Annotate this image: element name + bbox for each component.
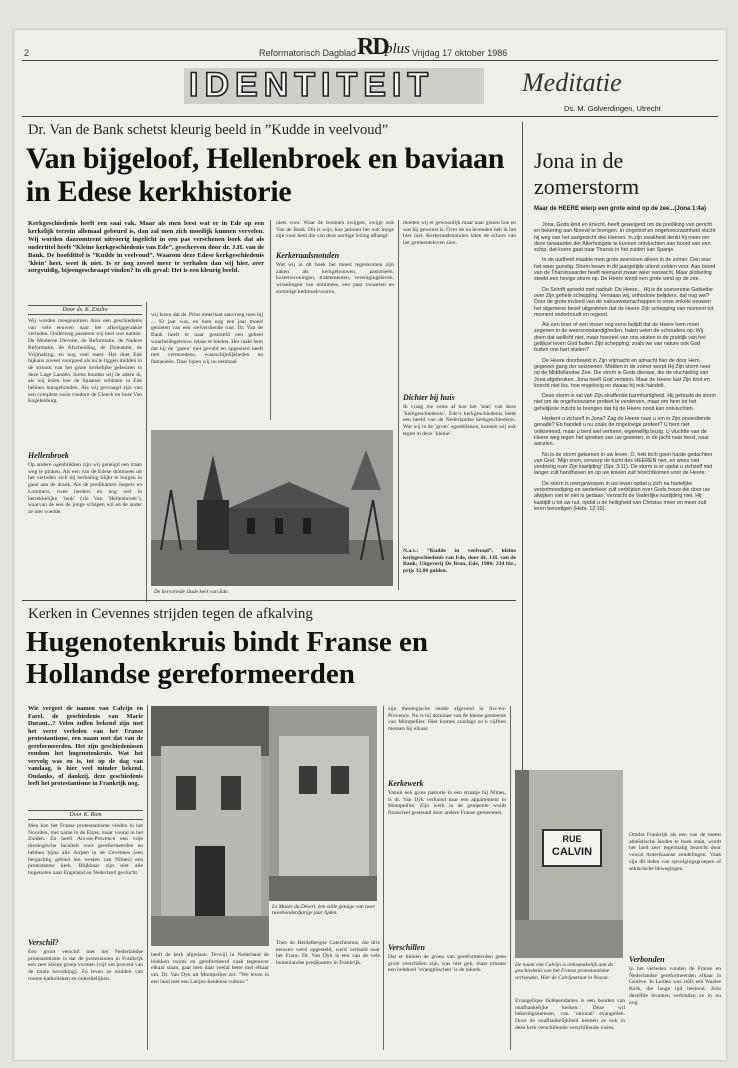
article2-col5: Omdat Frankrijk als een van de meest atheïstische landen te boek staat, wordt het land zeer regelmatig bezocht door vooral Amerikaanse zendelingen. Vaak zijn dit leden van opvolgingsgroepen of sektarische bewegingen. Verbonden In het verleden vonden de Franse en Nederlandse gereformeerden elkaar in Genève. In Leiden was zelfs een Waalse Kerk, die lange tijd bestond. Juist dezelfde bronnen verbinden ze in nu nog.: [629, 832, 721, 1006]
musee-photo-right: [269, 706, 377, 901]
article2-kicker: Kerken in Cevennes strijden tegen de afkalving: [28, 606, 313, 622]
page-number: 2: [24, 48, 30, 58]
article1-subhead-hellenbroek: Hellenbroek: [28, 451, 69, 460]
article1-col2-text: wij lezen dat ds. Prins emeritaat aanvroeg toen hij ... 92 jaar was, en toen nog een jaar moest genieten van een welverdiende rust. Dr. Van de Bank heeft er naar gestreefd een geheel waarheidsgetrouw relaas te bieden. Het raakt hem dat hij de ’gaten’ niet gevuld en opgesierd heeft met vermoedens, waarschijnlijkheden en fantasieën. Daar lopen wij nu eenmaal: [151, 312, 263, 365]
article1-col3: niets voor. Waar de bronnen zwijgen, zwijgt ook Van de Bank. Dit is wijs; hoe jammer het ook moge zijn voor hem die van deze aardige lezing afhangt. Kerkeraadsnotulen Wat wij in dit boek het meest tegenkomen zijn zaken als kerkgebouwen, pastorieën, kosterswoningen, traktementen, verenigingsleven, wisselingen van dominees, een paar zwaarten en sommige kerkboekvooren.: [276, 220, 394, 295]
column-title: Jona in de zomerstorm: [534, 148, 640, 199]
article2-col3: zijn theologische studie afgerond in Aix-en-Provence. Nu is hij dominee van de kleine gemeente van Montpellier. Hier komen zondags zo’n vijftien mensen bij elkaar. Kerkewerk Vanuit een grote pastorie in een straatje bij Nîmes, is dr. Van Dyk verhuisd naar een appartement in Montpellier. Zijn werk in de gemeente wordt financieel gesteund door andere Franse gemeenten. Verschillen Dat er binnen de groep van gereformeerden geen grote verschillen zijn, was niet gek, maar ernaast een heleboel ’evangelischen’ is de inkerk.: [388, 706, 506, 974]
article2-subhead-verschillen: Verschillen: [388, 943, 425, 952]
sign-line2: CALVIN: [551, 846, 593, 858]
article1-col1-text: Wij worden meegenomen door een geschiedenis van vele eeuwen naar het afkeriggeraakte verleden. Onderweg passeren wij heel wat namen. De Moderne Devotie, de Reformatie, de Nadere Reformatie, de Afscheiding, de Doleantie, de Vrijmaking, en nog veel meer. Het doet Ede bijkans zoveel voorgoed als nu te liggen midden in de stroom van het grote kerkelijke gebeuren in deze Lage Landen. Soms houden wij de adem in, als wij lezen hoe de Spaanse soldaten in Ede hebben huisgehouden. Als wij gevraagd zijn van een complete ruzie rondom de Cleeck en boer Van Engelenburg.: [28, 318, 142, 405]
section-banner: IDENTITEIT: [189, 66, 435, 104]
book-info: N.a.v.: ”Kudde in veelvoud”, kleine kerkgeschiedenis van Ede, door dr. J.H. van de Bank; Uitgeverij De Bron, Ede, 1986; 234 blz., prijs 32,80 gulden.: [403, 548, 516, 575]
article1-lead: Kerkgeschiedenis heeft een saai vak. Maar als men leest wat er in Ede op een kerkelijk terrein allemaal gebeurd is, dan zal men zich moeilijk kunnen vervelen. Wij worden daaromtrent uitvoerig ingelicht in een pas verschenen boek dat als ondertitel heeft ”Kleine kerkgeschiedenis van Ede”, geschreven door dr. J.H. van de Bank. De hoofdtitel is ”Kudde in veelvoud”. Waarom deze Edese kerkgeschiedenis ’klein’ heet, weet ik niet. Is er nog zoveel meer te verhalen dan wij hier, zeer zorgvuldig, bijeengeschraapt vinden? In elk geval: Het is een kleurig beeld.: [28, 220, 264, 275]
article1-col1: [28, 302, 142, 600]
meditatie-title: Meditatie: [522, 68, 622, 97]
column-intro: Maar de HEERE wierp een grote wind op de zee...(Jona 1:4a): [534, 206, 707, 212]
article2-subhead-kerkewerk: Kerkewerk: [388, 779, 424, 788]
musee-photo-caption: Le Musée du Désert, een stille getuige van twee tweehonderdjarige jaar lijden.: [272, 904, 375, 917]
newspaper-page: 2 Reformatorisch Dagblad RD plus Vrijdag 17 oktober 1986 IDENTITEIT Meditatie Ds. M. Golverdingen, Utrecht Dr. Van de Bank schetst kleurig beeld in ”Kudde in veelvoud” Van bijgeloof, Hellenbroek en baviaan in Edese kerkhistorie Kerkgeschiedenis heeft een saai vak. Maar als men leest wat er in Ede op een kerkelijk terrein allemaal gebeurd is, dan zal men zich moeilijk kunnen vervelen. Wij worden daaromtrent uitvoerig ingelicht in een pas verschenen boek dat als ondertitel heeft ”Kleine kerkgeschiedenis van Ede”, geschreven door dr. J.H. van de Bank. De hoofdtitel is ”Kudde in veelvoud”. Waarom deze Edese kerkgeschiedenis ’klein’ heet, weet ik niet. Is er nog zoveel meer te verhalen dan wij hier, zeer zorgvuldig, bijeengeschraapt vinden? In elk geval: Het is een kleurig beeld. Door ds. K. Exalto Wij worden meegenomen door een geschiedenis van vele eeuwen naar het afkeriggeraakte verleden. Onderweg passeren wij heel wat namen. De Moderne Devotie, de Reformatie, de Nadere Reformatie, de Afscheiding, de Doleantie, de Vrijmaking, en nog veel meer. Het doet Ede bijkans zoveel voorgoed als nu te liggen midden in de stroom van het grote kerkelijke gebeuren in deze Lage Landen. Soms houden wij de adem in, als wij lezen hoe de Spaanse soldaten in Ede hebben huisgehouden. Als wij gevraagd zijn van een complete ruzie rondom de Cleeck en boer Van Engelenburg. Hellenbroek Op andere ogenblikken zijn wij geneigd een traan weg te pinken. Als een van de Edese dominees uit het verleden zich bij herhaling blijkt te buigen in gaan aan de drank. Als de predikanten Jaspers en Lommers, twee herders en nog wel in betrekkelijke ’lenk’ (zie Van ’Hellenbroek’), waarvan de een de jonge schapen wil en de ander ze niet voedde. wij lezen dat ds. Prins emeritaat aanvroeg toen hij ... 92 jaar was, en toen nog een jaar moest genieten van een welverdiende rust. Dr. Van de Bank heeft er naar gestreefd een geheel waarheidsgetrouw relaas te bieden. Het raakt hem dat hij de ’gaten’ niet gevuld en opgesierd heeft met vermoedens, waarschijnlijkheden en fantasieën. Daar lopen wij nu eenmaal De hervormde Oude kerk van Ede. niets voor. Waar de bronnen zwijgen, zwijgt ook Van de Bank. Dit is wijs; hoe jammer het ook moge zijn voor hem die van deze aardige lezing afhangt. Kerkeraadsnotulen Wat wij in dit boek het meest tegenkomen zijn zaken als kerkgebouwen, pastorieën, kosterswoningen, traktementen, verenigingsleven, wisselingen van dominees, een paar zwaarten en sommige kerkboekvooren. moeten wij er gewoonlijk maar naar gissen hoe en wat hij gewenst is. Over de na levenden heb ik het hier niet. Kerkeraadsnotulen laten de schors van het gemeenteleven zien. Dichter bij huis Ik vraag me soms af hoe het ’mat’ van deze ’kerkgeschiedenis’. Ede’s kerkgeschiedenis biedt een beeld van de Nederlandse kerkgeschiedenis. Wat wij in de ’grote’ ogenblikken, kunnen wij ook tegen in deze ’kleine’. N.a.v.: ”Kudde in veelvoud”, kleine kerkgeschiedenis van Ede, door dr. J.H. van de Bank; Uitgeverij De Bron, Ede, 1986; 234 blz., prijs 32,80 gulden. Jona in de zomerstorm Maar de HEERE wierp een grote wind op de zee...(Jona 1:4a) Jona, Gods kind en knecht, heeft geweigerd om de prediking van gericht en bekering aan Ninevé te brengen. In ongeloof en ongehoorzaamheid vlucht hij weg van het aangezicht des Heeren. In zijn zwakheid denkt hij meer om deze bewaarder der Allerhoogste te kunnen ontvluchten aan boord van een schip, dat koers gaat naar Tharsis in het zuiden van Spanje. In de oudheid maakte men grote zeereisen alleen in de zomer. Dan was het weer gunstig. Storm kwam in dit jaargetijde uiterst zelden voor. Aan boord van de Tharsisvaarder heeft niemand zwaar weer verwacht. Maar plotseling steekt een hevige storm op. De Heere werpt een grote wind op de zee. De Schrift spreekt met nadruk: De Heere... Hij is de soevereine Gebieder over Zijn gehele schepping. Verstaan wij, orthodoxe belijders, dat nog wel? Door de grote invloed van de natuurwetenschappen is onze enkele eeuwen het algemene besef uitgesleten dat de Heere Zijn schepping van moment tot moment onderhoudt en regeert. Als een boer of een visser nog eens belijdt dat de Heere hem moet zegenen in de weersomstandigheden, halen velen de schouders op. Wij doen dat wellicht niet, maar hoeveel van ons stuiten in de praktijk van het gelijkse leven God buiten Zijn schepping, zoals we van nature ook God buiten ons hart sluiten? De Heere doorbreekt in Zijn vrijmacht en almacht hier de door Hem gegeven gang der seizoenen. Midden in de zomer werpt Hij Zijn storm neer op de Middellandse Zee. Die storm is Gods dienaar, die de vluchteling van Jona afgebroken. Jona heeft God verlaten. Maar de Heere laat Zijn kind en knecht niet los, hoe ongelovig en dwaas hij ook handelt. Deze storm is val van Zijn straffende barmhartigheid. Hij gebruikt de storm niet om de ongehoorzame profeet te verderven, maar om hem tot het gehelijkste inzicht te brengen dat hij de Heere nooit kan ontvluchten. Herkent u zichzelf in Jona? Zag de Heere naar u om in Zijn onverdiende genade? En handelt u nu zoals de ongelovige profeet? U bent niet ontkomend, maar u bent wel verloren, eigenwillig bezig. U vluchtte van de Heere weg tegen het spreken van uw geweten, in de jacht naar feest, naar aanzien. Nu is de storm gekomen in uw leven. O, heb toch geen harde gedachten van God. ’Mijn zoon, verwerp de tucht des HEEREN niet, en wees niet verdrietig over Zijn kastijding’ (Spr. 3:11). De storm is er opdat u zichzelf niet langer zult handhaven en op uw knieën zult terechtkomen voor de Heere. De storm is neergeworpen in uw leven opdat u zich na hartelijke verootmoediging en wederkeer zult verblijden over Gods trouw die door uw afwijken niet te niet is gedaan. Verzacht de Vaderlijke kastijding niet. Hij kastijdt u tot uw nut, opdat u de heiligheid van Christus meer en meer zult leren benodigen (Hebr. 12:10). Kerken in Cevennes strijden tegen de afkalving Hugenotenkruis bindt Franse en Hollandse gereformeerden Wie vergeet de namen van Calvijn en Farel, de geschiedenis van Marie Durant...? Velen zullen bekend zijn met het verre verleden van het Franse protestantisme, een naam met dat van de gereformeerden. Het zijn geschiedenissen rondom het hugenotenkruis. Wat het vervolg was en is, tot op de dag van vandaag, is hier veel minder bekend. Ondanks, of dankzij, deze geschiedenis leeft het protestantisme in Frankrijk nog. Door K. Rom Men kan het Franse protestantisme vinden in het Noorden, met name in de Elzas, maar vooral in het Zuiden. Zo heeft Aix-en-Provence een vrije theologische faculteit voor gereformeerden en hebben bijna alle dorpen in de Cevennes (een bergachtig gebied ten westen van Nîmes) een protestantse kerk. Blijkbaar zijn niet alle hugenoten naar Engeland en Nederland gevlucht. Verschil? Een groot verschil met het Nederlandse protestantisme is dat de protestanten in Frankrijk een zeer kleine groep vormen (vijf om procent van de totale bevolking). Zo leven ze midden van rooms-katholieken en onkerkelijken. Le Musée du Désert, een stille getuige van twee tweehonderdjarige jaar lijden. heeft de kerk afgedaan. Terwijl in Nederland de blokken rooms en gereformeerd vaak tegenover elkaar staan, gaat men daar veelal beter met elkaar om. Dr. Van Dyk uit Montpellier zei: ”We leven in een land met een Latijns-heidense cultuur.” Toen de Heidelbergse Catechismus, die drie eeuwen werd opgesteld, werd vertaald naar het Frans. Dr. Van Dyk is een van de vele buitenlandse predikanten in Frankrijk. zijn theologische studie afgerond in Aix-en-Provence. Nu is hij dominee van de kleine gemeente van Montpellier. Hier komen zondags zo’n vijftien mensen bij elkaar. Kerkewerk Vanuit een grote pastorie in een straatje bij Nîmes, is dr. Van Dyk verhuisd naar een appartement in Montpellier. Zijn werk in de gemeente wordt financieel gesteund door andere Franse gemeenten. Verschillen Dat er binnen de groep van gereformeerden geen grote verschillen zijn, was niet gek, maar ernaast een heleboel ’evangelischen’ is de inkerk. RUE CALVIN De naam van Calvijn is onlosmakelijk aan de geschiedenis van het Franse protestantisme verbonden. Hier de Calvijnstraat in Noyon. Evangelique Indépendantes is een bonden van onafhankelijke kerken. Deze wil bekeringsmensen, van ’rational’ evangeliën. Door de onafhankelijkheid kennen ze ook in deze kerk verschillende verschillende visies. Omdat Frankrijk als een van de meest atheïstische landen te boek staat, wordt het land zeer regelmatig bezocht door vooral Amerikaanse zendelingen. Vaak zijn dit leden van opvolgingsgroepen of sektarische bewegingen. Verbonden In het verleden vonden de Franse en Nederlandse gereformeerden elkaar in Genève. In Leiden was zelfs een Waalse Kerk, die lange tijd bestond. Juist dezelfde bronnen verbinden ze in nu nog.: [14, 30, 726, 1060]
rue-calvin-photo: [515, 770, 623, 958]
article1-byline: Door ds. K. Exalto: [28, 305, 142, 315]
article1-subhead-notulen: Kerkeraadsnotulen: [276, 251, 340, 260]
article1-subhead-huis: Dichter bij huis: [403, 393, 455, 402]
header-rule: [22, 60, 718, 61]
article2-headline: Hugenotenkruis bindt Franse en Hollandse gereformeerden: [26, 626, 429, 690]
column-body: Jona, Gods kind en knecht, heeft geweigerd om de prediking van gericht en bekering aan Ninevé te brengen. In ongeloof en ongehoorzaamheid vlucht hij weg van het aangezicht des Heeren. In zijn zwakheid denkt hij meer om deze bewaarder der Allerhoogste te kunnen ontvluchten aan boord van een schip, dat koers gaat naar Tharsis in het zuiden van Spanje. In de oudheid maakte men grote zeereisen alleen in de zomer. Dan was het weer gunstig. Storm kwam in dit jaargetijde uiterst zelden voor. Aan boord van de Tharsisvaarder heeft niemand zwaar weer verwacht. Maar plotseling steekt een hevige storm op. De Heere werpt een grote wind op de zee. De Schrift spreekt met nadruk: De Heere... Hij is de soevereine Gebieder over Zijn gehele schepping. Verstaan wij, orthodoxe belijders, dat nog wel? Door de grote invloed van de natuurwetenschappen is onze enkele eeuwen het algemene besef uitgesleten dat de Heere Zijn schepping van moment tot moment onderhoudt en regeert. Als een boer of een visser nog eens belijdt dat de Heere hem moet zegenen in de weersomstandigheden, halen velen de schouders op. Wij doen dat wellicht niet, maar hoeveel van ons stuiten in de praktijk van het gelijkse leven God buiten Zijn schepping, zoals we van nature ook God buiten ons hart sluiten? De Heere doorbreekt in Zijn vrijmacht en almacht hier de door Hem gegeven gang der seizoenen. Midden in de zomer werpt Hij Zijn storm neer op de Middellandse Zee. Die storm is Gods dienaar, die de vluchteling van Jona afgebroken. Jona heeft God verlaten. Maar de Heere laat Zijn kind en knecht niet los, hoe ongelovig en dwaas hij ook handelt. Deze storm is val van Zijn straffende barmhartigheid. Hij gebruikt de storm niet om de ongehoorzame profeet te verderven, maar om hem tot het gehelijkste inzicht te brengen dat hij de Heere nooit kan ontvluchten. Herkent u zichzelf in Jona? Zag de Heere naar u om in Zijn onverdiende genade? En handelt u nu zoals de ongelovige profeet? U bent niet ontkomend, maar u bent wel verloren, eigenwillig bezig. U vluchtte van de Heere weg tegen het spreken van uw geweten, in de jacht naar feest, naar aanzien. Nu is de storm gekomen in uw leven. O, heb toch geen harde gedachten van God. ’Mijn zoon, verwerp de tucht des HEEREN niet, en wees niet verdrietig over Zijn kastijding’ (Spr. 3:11). De storm is er opdat u zichzelf niet langer zult handhaven en op uw knieën zult terechtkomen voor de Heere. De storm is neergeworpen in uw leven opdat u zich na hartelijke verootmoediging en wederkeer zult verblijden over Gods trouw die door uw afwijken niet te niet is gedaan. Verzacht de Vaderlijke kastijding niet. Hij kastijdt u tot uw nut, opdat u de heiligheid van Christus meer en meer zult leren benodigen (Hebr. 12:10).: [534, 222, 716, 512]
article2-col1: Wie vergeet de namen van Calvijn en Farel, de geschiedenis van Marie Durant...? Velen zullen bekend zijn met het verre verleden van het Franse protestantisme, een naam met dat van de gereformeerden. Het zijn geschiedenissen rondom het hugenotenkruis. Wat het vervolg was en is, tot op de dag van vandaag, is hier veel minder bekend. Ondanks, of dankzij, deze geschiedenis leeft het protestantisme in Frankrijk nog. Door K. Rom Men kan het Franse protestantisme vinden in het Noorden, met name in de Elzas, maar vooral in het Zuiden. Zo heeft Aix-en-Provence een vrije theologische faculteit voor gereformeerden en hebben bijna alle dorpen in de Cevennes (een bergachtig gebied ten westen van Nîmes) een protestantse kerk. Blijkbaar zijn niet alle hugenoten naar Engeland en Nederland gevlucht. Verschil? Een groot verschil met het Nederlandse protestantisme is dat de protestanten in Frankrijk een zeer kleine groep vormen (vijf om procent van de totale bevolking). Zo leven ze midden van rooms-katholieken en onkerkelijken.: [28, 705, 143, 982]
meditatie-author: Ds. M. Golverdingen, Utrecht: [564, 104, 661, 113]
article1-kicker: Dr. Van de Bank schetst kleurig beeld in ”Kudde in veelvoud”: [28, 122, 389, 138]
issue-date: Vrijdag 17 oktober 1986: [412, 48, 508, 58]
paper-name: Reformatorisch Dagblad: [259, 48, 357, 58]
musee-photo: [151, 706, 269, 946]
paper-logo: RD: [357, 34, 388, 60]
article1-col4: moeten wij er gewoonlijk maar naar gissen hoe en wat hij gewenst is. Over de na levenden heb ik het hier niet. Kerkeraadsnotulen laten de schors van het gemeenteleven zien. Dichter bij huis Ik vraag me soms af hoe het ’mat’ van deze ’kerkgeschiedenis’. Ede’s kerkgeschiedenis biedt een beeld van de Nederlandse kerkgeschiedenis. Wat wij in de ’grote’ ogenblikken, kunnen wij ook tegen in deze ’kleine’. N.a.v.: ”Kudde in veelvoud”, kleine kerkgeschiedenis van Ede, door dr. J.H. van de Bank; Uitgeverij De Bron, Ede, 1986; 234 blz., prijs 32,80 gulden.: [403, 220, 516, 575]
sign-line1: RUE: [562, 834, 582, 844]
article2-subhead-verbonden: Verbonden: [629, 955, 665, 964]
church-photo: [151, 430, 393, 586]
rue-calvin-caption: De naam van Calvijn is onlosmakelijk aan de geschiedenis van het Franse protestantisme verbonden. Hier de Calvijnstraat in Noyon.: [515, 962, 614, 981]
paper-logo-suffix: plus: [385, 41, 411, 57]
article1-col1b-text: Op andere ogenblikken zijn wij geneigd een traan weg te pinken. Als een van de Edese dominees uit het verleden zich bij herhaling blijkt te buigen in gaan aan de drank. Als de predikanten Jaspers en Lommers, twee herders en nog wel in betrekkelijke ’lenk’ (zie Van ’Hellenbroek’), waarvan de een de jonge schapen wil en de ander ze niet voedde.: [28, 462, 142, 515]
article2-byline: Door K. Rom: [28, 810, 143, 820]
church-photo-caption: De hervormde Oude kerk van Ede.: [154, 589, 229, 595]
article2-subhead-verschil: Verschil?: [28, 938, 59, 947]
article2-lead: Wie vergeet de namen van Calvijn en Farel, de geschiedenis van Marie Durant...? Velen zullen bekend zijn met het verre verleden van het Franse protestantisme, een naam met dat van de gereformeerden. Het zijn geschiedenissen rondom het hugenotenkruis. Wat het vervolg was en is, tot op de dag van vandaag, is hier veel minder bekend. Ondanks, of dankzij, deze geschiedenis leeft het protestantisme in Frankrijk nog.: [28, 705, 143, 787]
article1-headline: Van bijgeloof, Hellenbroek en baviaan in Edese kerkhistorie: [26, 142, 505, 208]
